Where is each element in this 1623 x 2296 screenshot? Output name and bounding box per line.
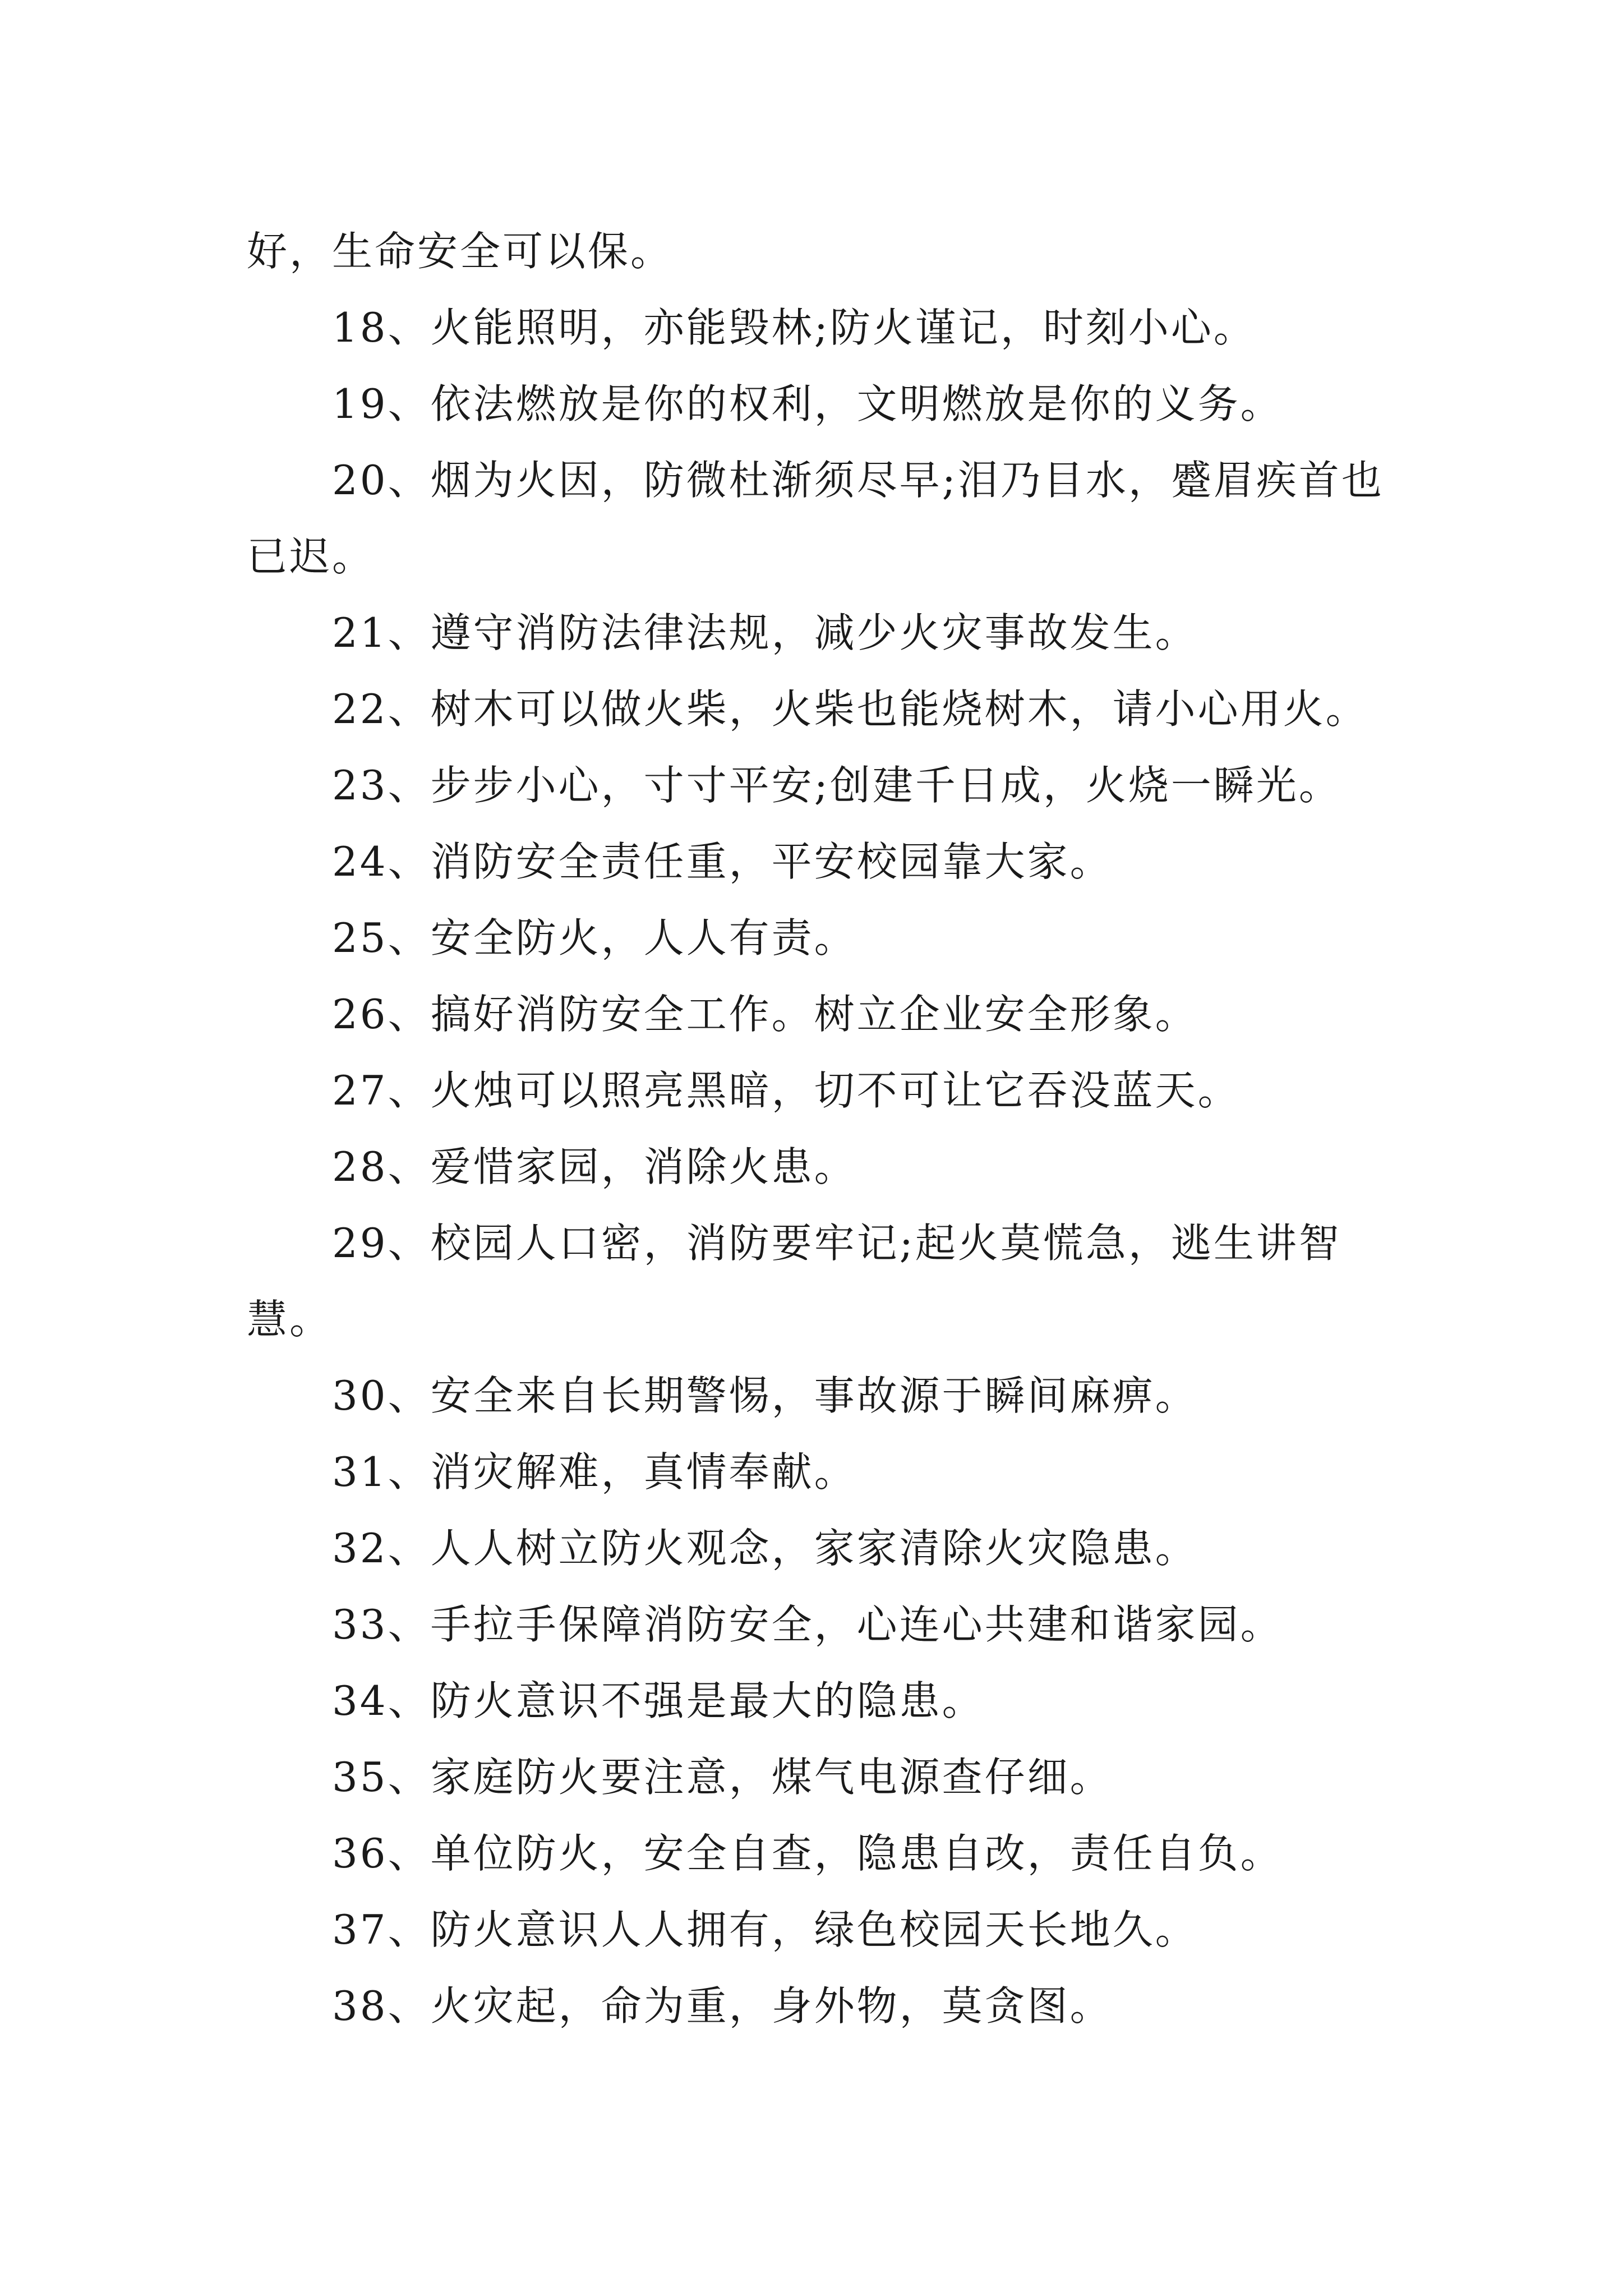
slogan-item-22: 22、树木可以做火柴，火柴也能烧树木，请小心用火。 bbox=[332, 685, 1368, 733]
slogan-item-34: 34、防火意识不强是最大的隐患。 bbox=[332, 1677, 985, 1724]
slogan-item-38: 38、火灾起，命为重，身外物，莫贪图。 bbox=[332, 1982, 1113, 2030]
slogan-item-37: 37、防火意识人人拥有，绿色校园天长地久。 bbox=[332, 1906, 1198, 1953]
slogan-item-27: 27、火烛可以照亮黑暗，切不可让它吞没蓝天。 bbox=[332, 1067, 1241, 1114]
slogan-item-29: 29、校园人口密，消防要牢记;起火莫慌急，逃生讲智慧。 bbox=[247, 1220, 1341, 1343]
slogan-item-25: 25、安全防火，人人有责。 bbox=[332, 914, 857, 961]
slogan-item-24: 24、消防安全责任重，平安校园靠大家。 bbox=[332, 838, 1113, 885]
slogan-item-18: 18、火能照明，亦能毁林;防火谨记，时刻小心。 bbox=[332, 304, 1256, 351]
slogan-item-20: 20、烟为火因，防微杜渐须尽早;泪乃目水，蹙眉疾首也已迟。 bbox=[247, 457, 1384, 580]
document-body bbox=[247, 213, 1402, 2044]
slogan-item-30: 30、安全来自长期警惕，事故源于瞬间麻痹。 bbox=[332, 1372, 1198, 1419]
slogan-item-33: 33、手拉手保障消防安全，心连心共建和谐家园。 bbox=[332, 1601, 1283, 1648]
slogan-item-21: 21、遵守消防法律法规，减少火灾事故发生。 bbox=[332, 609, 1198, 656]
slogan-item-26: 26、搞好消防安全工作。树立企业安全形象。 bbox=[332, 991, 1198, 1038]
slogan-item-35: 35、家庭防火要注意，煤气电源查仔细。 bbox=[332, 1754, 1113, 1801]
slogan-item-31: 31、消灾解难，真情奉献。 bbox=[332, 1448, 857, 1496]
slogan-item-19: 19、依法燃放是你的权利，文明燃放是你的义务。 bbox=[332, 380, 1283, 427]
slogan-item-23: 23、步步小心，寸寸平安;创建千日成，火烧一瞬光。 bbox=[332, 762, 1341, 809]
continuation-paragraph: 好，生命安全可以保。 bbox=[247, 228, 674, 275]
slogan-item-28: 28、爱惜家园，消除火患。 bbox=[332, 1143, 857, 1190]
slogan-item-32: 32、人人树立防火观念，家家清除火灾隐患。 bbox=[332, 1525, 1198, 1572]
slogan-item-36: 36、单位防火，安全自查，隐患自改，责任自负。 bbox=[332, 1830, 1283, 1877]
